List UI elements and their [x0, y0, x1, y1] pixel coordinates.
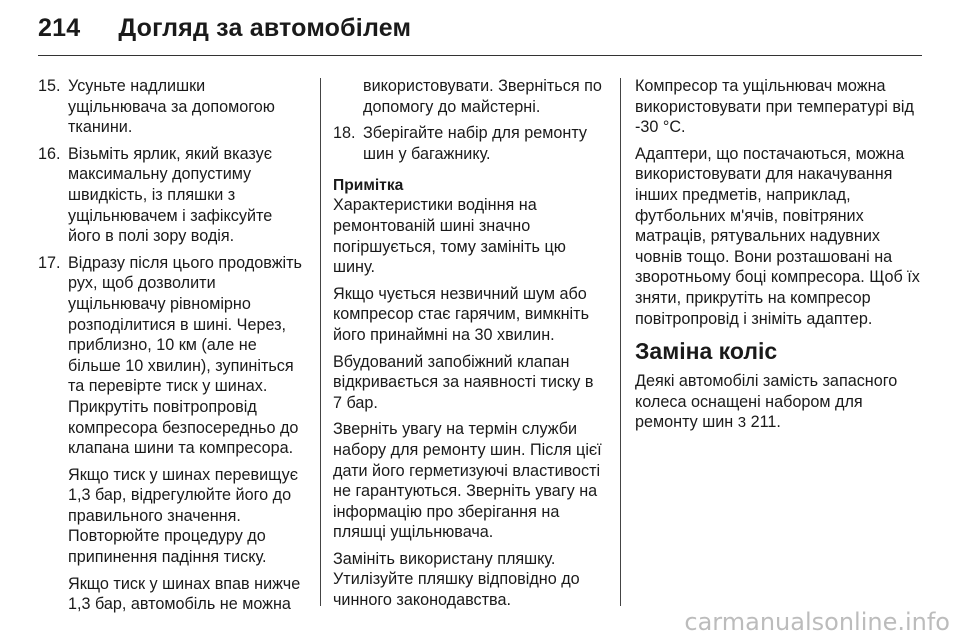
note-heading: Примітка: [333, 177, 404, 195]
list-number: 16.: [38, 144, 61, 163]
watermark: carmanualsonline.info: [684, 608, 950, 636]
wheel-change-paragraph: [635, 371, 927, 434]
pressure-low-paragraph: Якщо тиск у шинах впав нижче 1,3 бар, автомобіль не можна: [68, 574, 301, 614]
page-reference[interactable]: 211.: [750, 413, 781, 432]
note-paragraph-1: Характеристики водіння на ремонтованій шині значно погіршується, тому замініть цю шину.: [333, 196, 566, 277]
temperature-paragraph: Компресор та ущільнювач можна використовувати при температурі від -30 °C.: [635, 77, 914, 137]
wheel-change-text: Деякі автомобілі замість запасного колеса оснащені набором для ремонту шин: [635, 372, 898, 432]
list-number: 15.: [38, 77, 61, 95]
list-item-18: [333, 123, 605, 164]
list-text: Відразу після цього продовжіть рух, щоб дозволити ущільнювачу рівномірно розподілитися в шині. Через, приблизно, 10 км (але не більше 10 хвилин), зупиніться та перевірте тиск у шинах. Прикрутіть повітропровід компресора безпосередньо до клапана шини та компресора.: [68, 253, 302, 458]
list-item-15: [38, 76, 306, 138]
list-number: 17.: [38, 253, 61, 272]
note-paragraph-5: Замініть використану пляшку. Утилізуйте пляшку відповідно до чинного законодавства.: [333, 549, 580, 610]
page-number: 214: [38, 14, 81, 42]
note-paragraph-2: Якщо чується незвичний шум або компресор стає гарячим, вимкніть його принаймні на 30 хвилин.: [333, 284, 590, 344]
list-number: 18.: [333, 124, 356, 143]
column-1: [38, 76, 306, 621]
note-paragraph-4: Зверніть увагу на термін служби набору для ремонту шин. Після цієї дати його герметизуючі властивості не гарантуються. Зверніть увагу на інформацію про зберігання на пляшці ущільнювача.: [333, 420, 602, 542]
pressure-high-paragraph: Якщо тиск у шинах перевищує 1,3 бар, відрегулюйте його до правильного значення. Повторюйте процедуру до припинення падіння тиску.: [68, 465, 298, 567]
column-3: [635, 76, 927, 440]
header-divider: [38, 55, 922, 56]
note-paragraph-3: Вбудований запобіжний клапан відкривається за наявності тиску в 7 бар.: [333, 352, 594, 412]
list-text: Усуньте надлишки ущільнювача за допомогою тканини.: [68, 77, 275, 137]
page-reference-arrow-icon: 3: [737, 414, 747, 432]
page-title: Догляд за автомобілем: [118, 14, 412, 42]
continued-paragraph: використовувати. Зверніться по допомогу до майстерні.: [363, 77, 602, 116]
list-item-17: [38, 253, 306, 459]
list-text: Зберігайте набір для ремонту шин у багажнику.: [363, 124, 588, 163]
list-item-16: [38, 144, 306, 247]
column-divider-2: [620, 78, 621, 606]
section-heading: Заміна коліс: [635, 338, 778, 365]
column-divider-1: [320, 78, 321, 606]
column-2: [333, 76, 605, 617]
adapters-paragraph: Адаптери, що постачаються, можна використовувати для накачування інших предметів, наприклад, футбольних м'ячів, повітряних матраців, рятувальних надувних човнів тощо. Вони розташовані на зворотньому боці компресора. Щоб їх зняти, прикрутіть на компресор повітропровід і зніміть адаптер.: [635, 144, 920, 328]
list-text: Візьміть ярлик, який вказує максимальну допустиму швидкість, із пляшки з ущільнювачем і зафіксуйте його в полі зору водія.: [68, 144, 273, 246]
page-header: [38, 14, 411, 43]
